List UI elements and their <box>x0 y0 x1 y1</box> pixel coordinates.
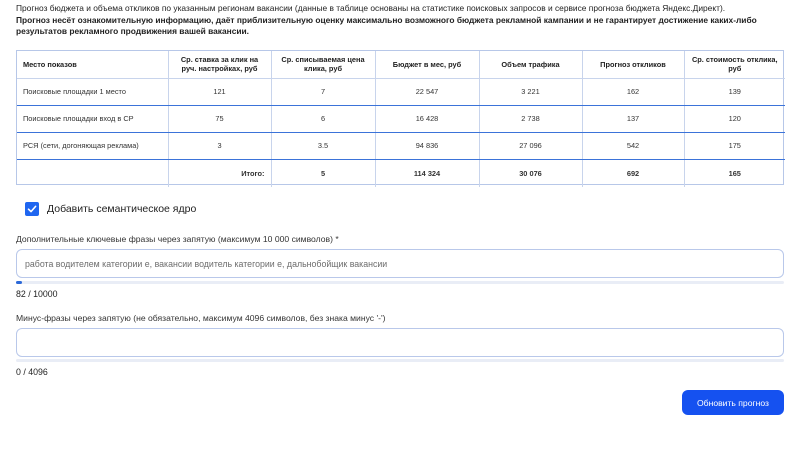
semantic-core-checkbox[interactable] <box>25 202 39 216</box>
table-cell: 120 <box>684 105 785 132</box>
table-cell: 542 <box>582 132 684 159</box>
table-cell: 121 <box>168 78 271 105</box>
total-cell: 5 <box>271 159 375 187</box>
table-cell: 7 <box>271 78 375 105</box>
total-cell: 165 <box>728 168 741 178</box>
table-cell: 94 836 <box>375 132 479 159</box>
table-cell: 16 428 <box>375 105 479 132</box>
keywords-field-value: работа водителем категории е, вакансии водитель категории е, дальнобойщик вакансии <box>25 259 388 269</box>
column-header-traffic: Объем трафика <box>479 51 582 78</box>
table-cell: 3 <box>168 132 271 159</box>
minus-phrases-length-bar <box>16 359 784 362</box>
column-header-place: Место показов <box>17 51 168 78</box>
table-cell: 75 <box>168 105 271 132</box>
table-cell: 3.5 <box>271 132 375 159</box>
semantic-core-label[interactable]: Добавить семантическое ядро <box>47 203 197 215</box>
checkmark-icon <box>27 204 37 214</box>
total-cell: 114 324 <box>375 159 479 187</box>
semantic-core-option[interactable] <box>25 202 196 216</box>
update-forecast-button[interactable]: Обновить прогноз <box>682 390 784 415</box>
table-cell: Поисковые площадки 1 место <box>17 78 168 105</box>
total-cell: 692 <box>582 159 684 187</box>
table-cell: 2 738 <box>479 105 582 132</box>
table-cell: 3 221 <box>479 78 582 105</box>
keywords-field[interactable] <box>16 249 784 278</box>
minus-phrases-field[interactable] <box>16 328 784 357</box>
minus-phrases-counter: 0 / 4096 <box>16 367 48 377</box>
forecast-table <box>16 50 784 185</box>
column-header-responses: Прогноз откликов <box>582 51 684 78</box>
table-cell: Поисковые площадки вход в СР <box>17 105 168 132</box>
total-label: Итого: <box>168 159 271 187</box>
keywords-counter: 82 / 10000 <box>16 289 58 299</box>
column-header-manual-bid: Ср. ставка за клик на руч. настройках, руб <box>168 51 271 78</box>
intro-disclaimer: Прогноз несёт ознакомительную информацию, даёт приблизительную оценку максимально возможного бюджета рекламной кампании и не гарантирует достижение каких-либо результатов рекламного продвижения вашей вакансии. <box>16 14 757 37</box>
keywords-label: Дополнительные ключевые фразы через запятую (максимум 10 000 символов) * <box>16 234 339 244</box>
table-row <box>17 105 785 132</box>
table-cell: 162 <box>582 78 684 105</box>
column-header-click-price: Ср. списываемая цена клика, руб <box>271 51 375 78</box>
table-header-row <box>17 51 785 78</box>
intro-lead: Прогноз бюджета и объема откликов по указанным регионам вакансии (данные в таблице основаны на статистике поисковых запросов и сервисе прогноза бюджета Яндекс.Директ). <box>16 3 726 13</box>
total-cell: 30 076 <box>479 159 582 187</box>
table-cell: 139 <box>684 78 785 105</box>
table-cell: 27 096 <box>479 132 582 159</box>
intro-text <box>16 3 788 38</box>
keywords-length-fill <box>16 281 22 284</box>
table-row <box>17 78 785 105</box>
table-cell: 137 <box>582 105 684 132</box>
table-cell: 6 <box>271 105 375 132</box>
table-cell: РСЯ (сети, догоняющая реклама) <box>17 132 168 159</box>
column-header-budget: Бюджет в мес, руб <box>375 51 479 78</box>
column-header-response-cost: Ср. стоимость отклика, руб <box>684 51 785 78</box>
table-cell: 175 <box>684 132 785 159</box>
table-total-row <box>17 159 785 187</box>
table-row <box>17 132 785 159</box>
table-cell-empty <box>17 159 168 187</box>
keywords-length-bar <box>16 281 784 284</box>
table-cell: 22 547 <box>375 78 479 105</box>
minus-phrases-label: Минус-фразы через запятую (не обязательно, максимум 4096 символов, без знака минус '-') <box>16 313 386 323</box>
